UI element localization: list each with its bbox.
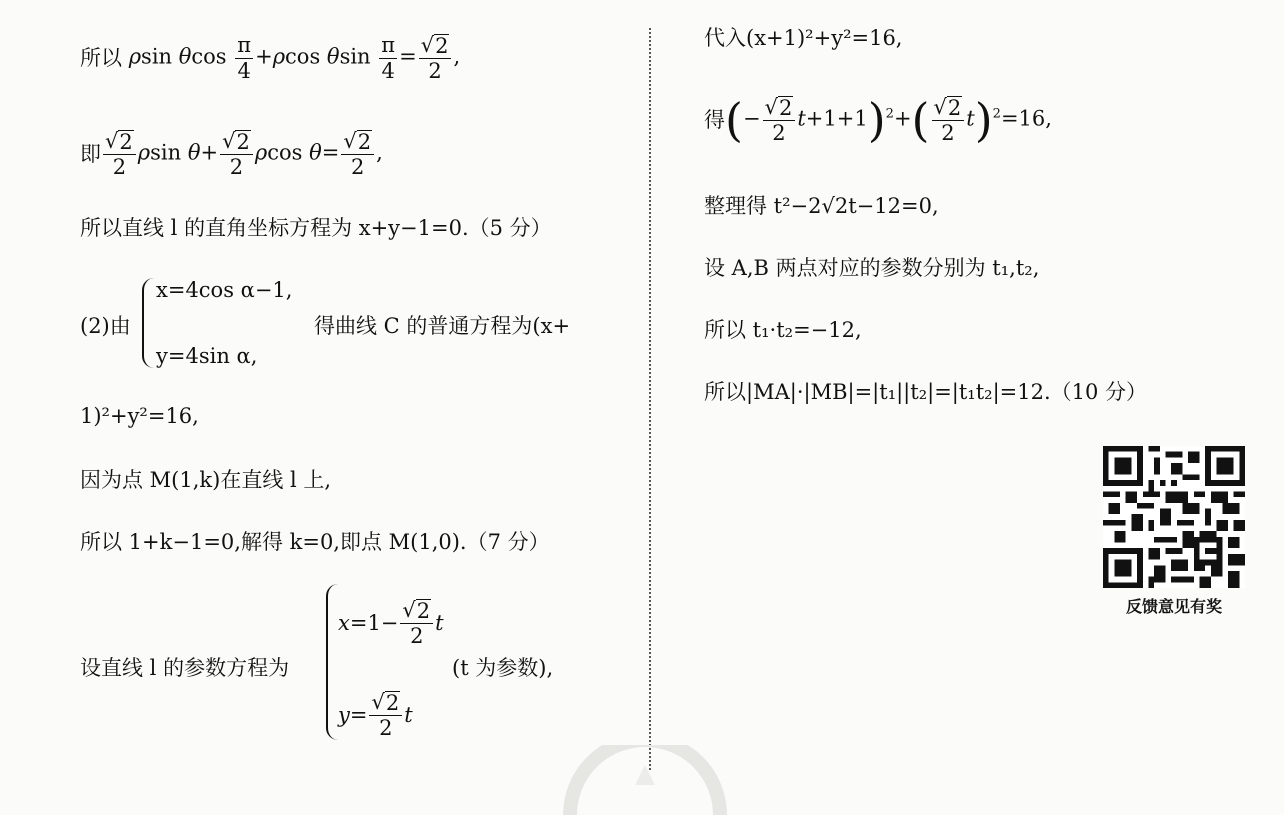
left-line-8-prefix: 设直线 l 的参数方程为 bbox=[80, 656, 290, 680]
right-line-1: 代入(x+1)²+y²=16, bbox=[704, 26, 903, 50]
qr-code[interactable] bbox=[1103, 446, 1245, 588]
left-line-5: 1)²+y²=16, bbox=[80, 404, 199, 428]
left-line-4-prefix: (2)由 bbox=[80, 314, 131, 338]
right-line-2-prefix: 得 bbox=[704, 107, 725, 132]
left-line-2-math: √ 2 2 ρsin θ+ √ 2 2 ρcos θ= √ 2 2 , bbox=[105, 128, 383, 179]
right-line-2 bbox=[704, 90, 1052, 150]
left-line-1 bbox=[80, 28, 460, 88]
left-line-6: 因为点 M(1,k)在直线 l 上, bbox=[80, 468, 332, 492]
left-line-1-math: ρsin θcos $\frac{\pi}{4}$ +ρcos θsin $\frac{\pi}{4}$ = √ 2 2 , bbox=[128, 32, 461, 83]
column-divider bbox=[649, 28, 651, 770]
case-brace-1 bbox=[142, 278, 154, 368]
left-line-4-case2: y=4sin α, bbox=[156, 344, 258, 368]
left-line-4-case1: x=4cos α−1, bbox=[156, 278, 293, 302]
left-line-2-prefix: 即 bbox=[80, 141, 101, 166]
qr-label: 反馈意见有奖 bbox=[1125, 597, 1222, 616]
left-line-7: 所以 1+k−1=0,解得 k=0,即点 M(1,0).（7 分） bbox=[80, 530, 550, 554]
right-line-2-math: (− √ 2 2 t+1+1)$^2$+( √ 2 2 t)$^2$=16, bbox=[725, 93, 1052, 147]
right-line-3: 整理得 t²−2√2t−12=0, bbox=[704, 194, 939, 218]
right-line-6: 所以|MA|·|MB|=|t₁||t₂|=|t₁t₂|=12.（10 分） bbox=[704, 380, 1148, 404]
left-line-8-param: (t 为参数), bbox=[452, 656, 554, 680]
left-line-8-case1: x =1− √ 2 2 t bbox=[338, 597, 444, 648]
right-line-5: 所以 t₁·t₂=−12, bbox=[704, 318, 862, 342]
left-line-4-suffix: 得曲线 C 的普通方程为(x+ bbox=[314, 314, 571, 338]
left-line-2 bbox=[80, 124, 383, 184]
left-line-8-case2: y = √ 2 2 t bbox=[338, 689, 413, 740]
left-line-1-prefix: 所以 bbox=[80, 45, 122, 70]
right-line-4: 设 A,B 两点对应的参数分别为 t₁,t₂, bbox=[704, 256, 1040, 280]
left-line-3: 所以直线 l 的直角坐标方程为 x+y−1=0.（5 分） bbox=[80, 216, 552, 240]
watermark-emblem bbox=[560, 745, 730, 815]
